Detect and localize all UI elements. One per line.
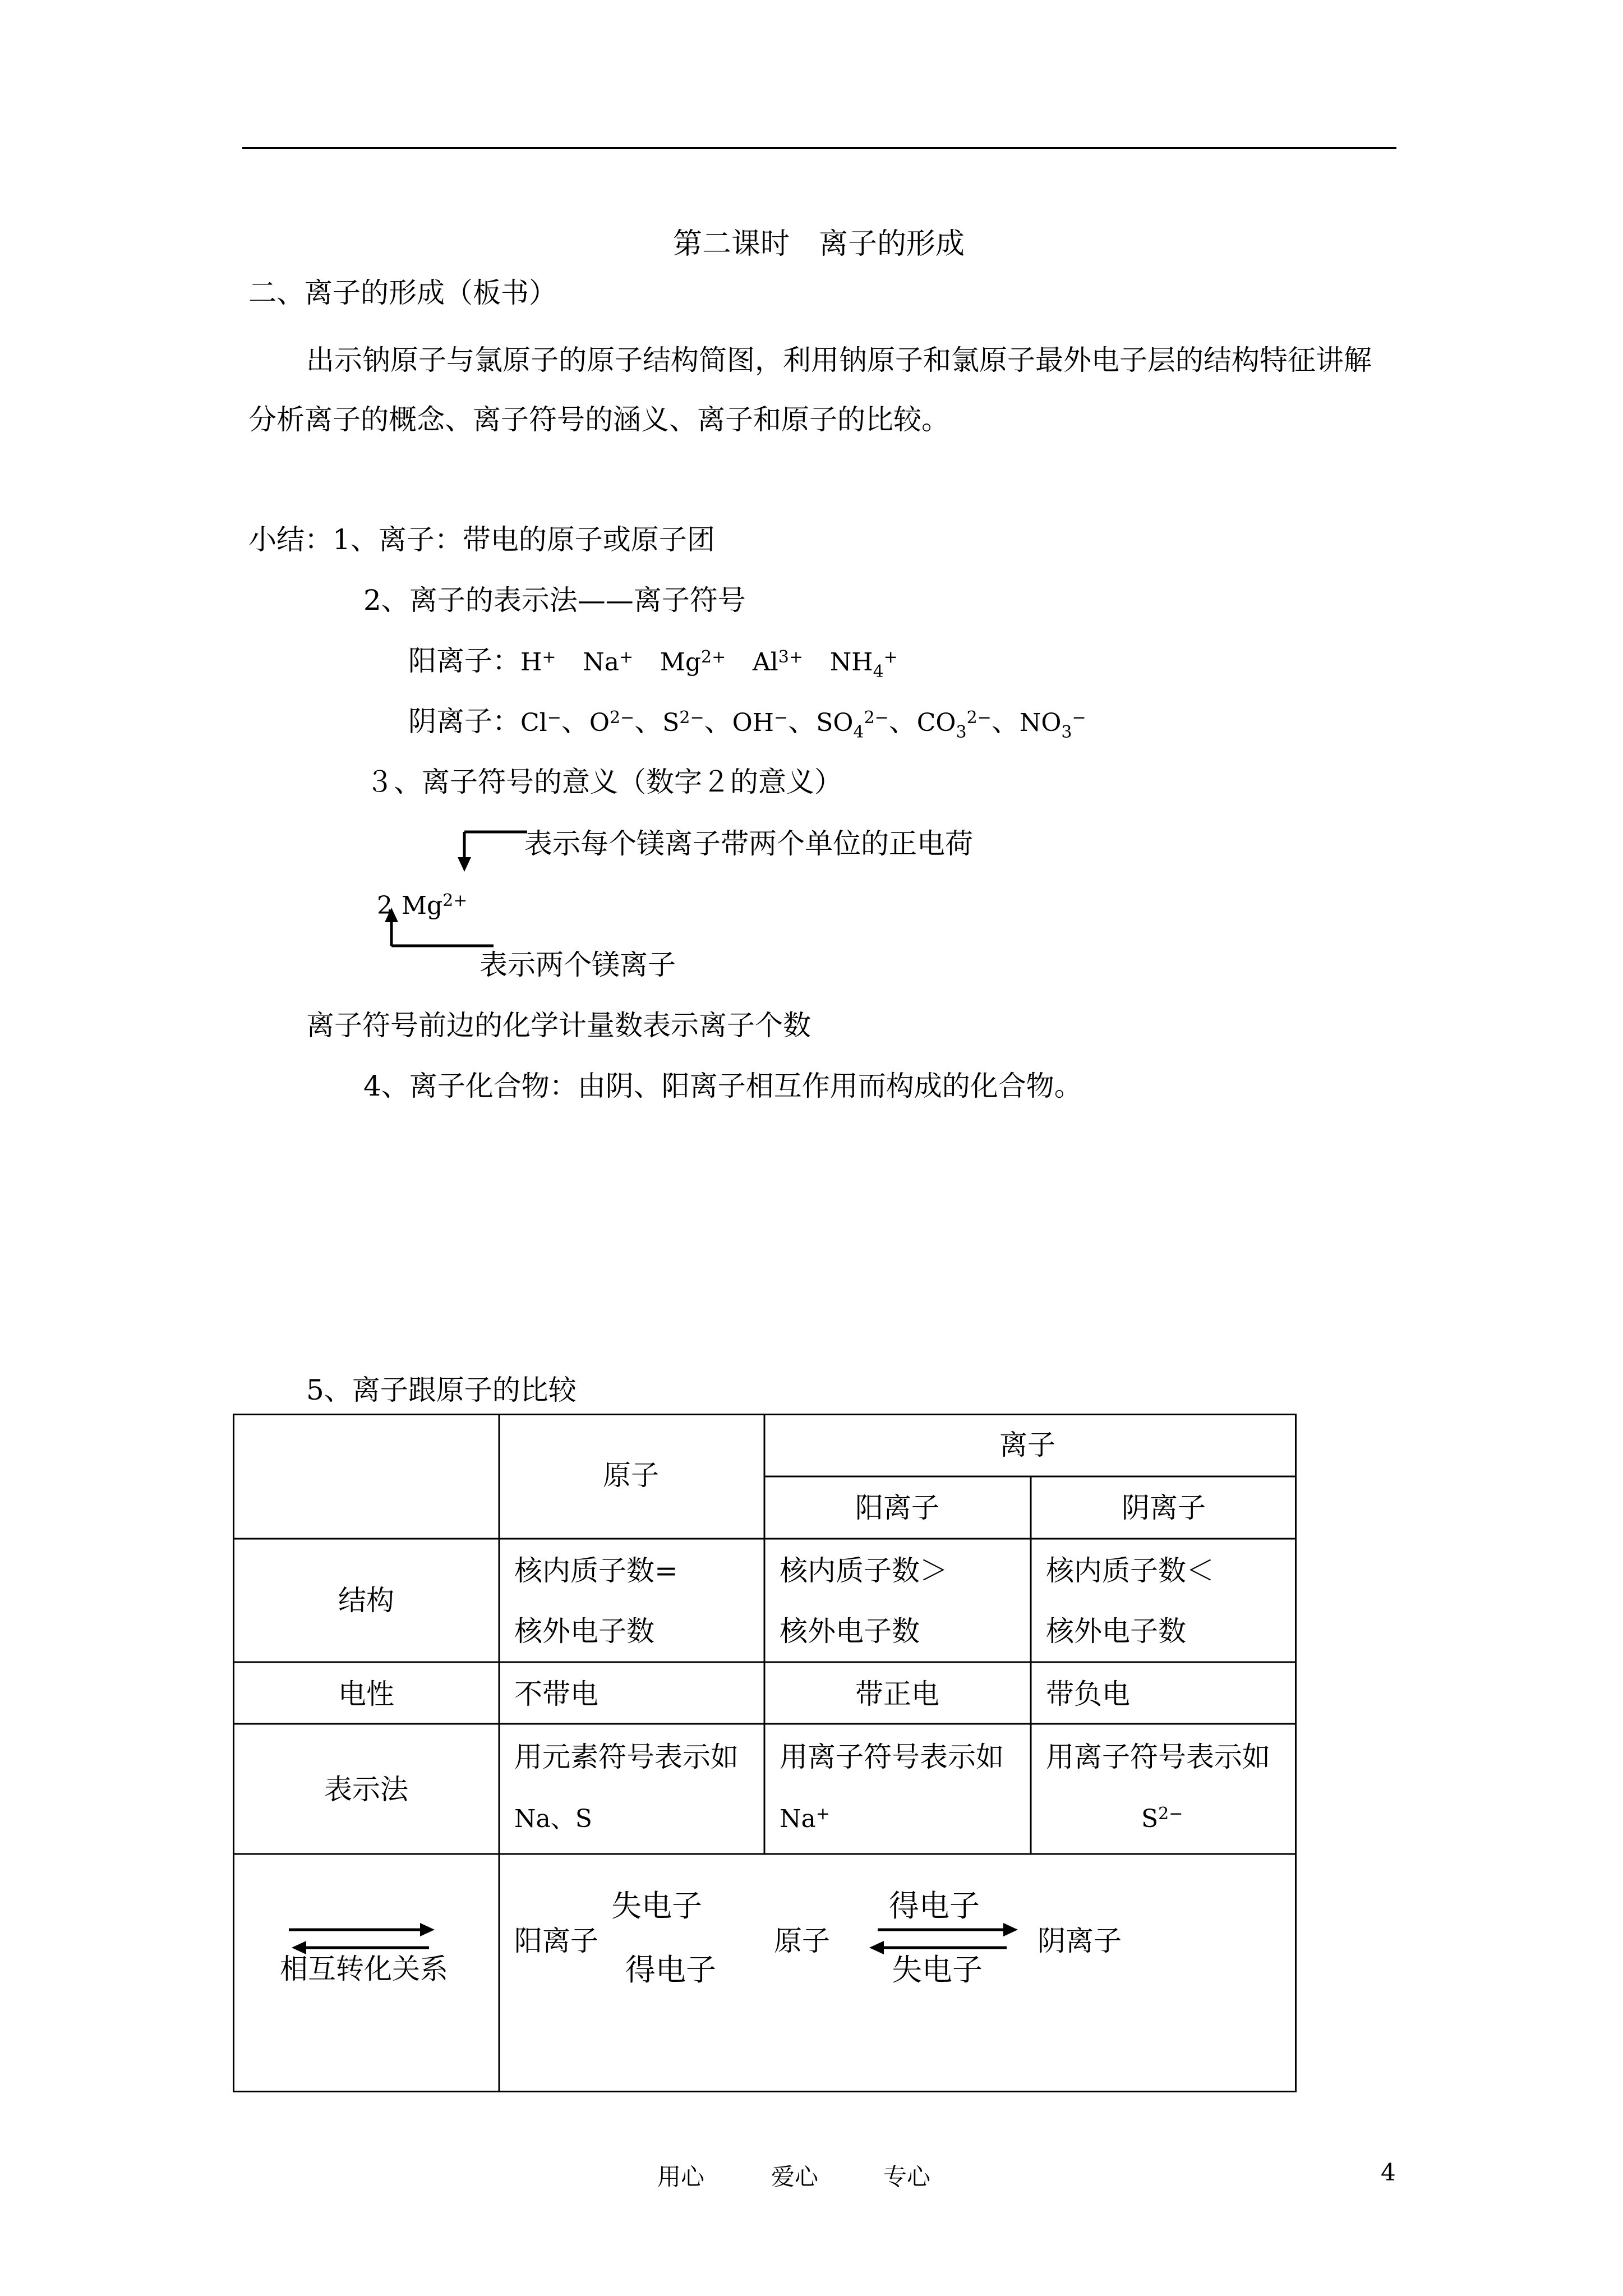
page-number: 4 xyxy=(1381,2159,1396,2186)
cation-label: 阳离子： xyxy=(408,645,520,677)
ion-h: H xyxy=(520,648,542,677)
cation-list: 阳离子：H+ Na+ $Mg^{2+}$ $Al^{3+}$ $NH_4^+$ xyxy=(408,645,898,682)
structure-anion-l1: 核内质子数＜ xyxy=(1046,1554,1214,1587)
ion-na: Na xyxy=(583,648,619,677)
ion-oh: OH xyxy=(732,708,774,737)
th-ion: 离子 xyxy=(999,1429,1055,1461)
ion-mg: Mg xyxy=(660,648,701,677)
charge-meaning-text: 表示每个镁离子带两个单位的正电荷 xyxy=(524,827,973,860)
mg-formula xyxy=(377,887,467,923)
charge-cation: 带正电 xyxy=(855,1678,939,1710)
summary-item-1: 小结：1、离子：带电的原子或原子团 xyxy=(248,523,715,556)
structure-atom-l2: 核外电子数 xyxy=(514,1615,654,1648)
conversion-gain-1: 得电子 xyxy=(625,1952,716,1987)
notation-atom-l2: Na、S xyxy=(514,1805,592,1833)
footer-text-2: 爱心 xyxy=(771,2163,819,2191)
charge-anion: 带负电 xyxy=(1046,1678,1130,1710)
ion-s: S xyxy=(662,708,680,737)
summary-item-5: 5、离子跟原子的比较 xyxy=(306,1374,577,1406)
ion-no3: NO xyxy=(1019,708,1062,737)
ion-al: Al xyxy=(752,648,778,677)
charge-atom: 不带电 xyxy=(514,1678,598,1710)
section-heading: 二、离子的形成（板书） xyxy=(248,277,557,309)
coefficient-note: 离子符号前边的化学计量数表示离子个数 xyxy=(306,1009,811,1042)
formula-coefficient: 2 xyxy=(377,891,393,920)
notation-cation-l1: 用离子符号表示如 xyxy=(780,1741,1004,1773)
anion-label: 阴离子： xyxy=(408,705,520,738)
structure-atom-l1: 核内质子数= xyxy=(514,1554,678,1587)
notation-anion-l2: $S^{2-}$ xyxy=(1141,1804,1183,1833)
conversion-lose-1: 失电子 xyxy=(611,1888,702,1924)
ion-nh4: NH xyxy=(829,648,873,677)
structure-anion-l2: 核外电子数 xyxy=(1046,1615,1186,1648)
th-anion: 阴离子 xyxy=(1122,1492,1206,1524)
intro-line-1: 出示钠原子与氯原子的原子结构简图，利用钠原子和氯原子最外电子层的结构特征讲解 xyxy=(306,344,1372,376)
th-cation: 阳离子 xyxy=(855,1492,939,1524)
formula-element: Mg xyxy=(401,891,443,920)
anion-list: 阴离子：Cl−、$O^{2-}$、$S^{2-}$、OH−、$SO_4^{2-}$、$CO_3^{2-}$、$NO_3^-$ xyxy=(408,705,1086,742)
ion-cl: Cl xyxy=(520,708,547,737)
summary-item-3: ３、离子符号的意义（数字２的意义） xyxy=(366,766,842,798)
row-conversion-label: 相互转化关系 xyxy=(280,1953,448,1985)
intro-line-2: 分析离子的概念、离子符号的涵义、离子和原子的比较。 xyxy=(248,403,949,436)
footer-text-1: 用心 xyxy=(657,2163,705,2191)
ion-co3: CO xyxy=(916,708,956,737)
notation-cation-l2: Na+ xyxy=(780,1804,830,1833)
row-structure-label: 结构 xyxy=(338,1584,394,1617)
structure-cation-l2: 核外电子数 xyxy=(780,1615,920,1648)
page-title: 第二课时 离子的形成 xyxy=(673,227,965,261)
header-rule xyxy=(242,147,1396,149)
conversion-cation: 阳离子 xyxy=(514,1925,598,1957)
conversion-anion: 阴离子 xyxy=(1038,1925,1122,1957)
summary-item-2: 2、离子的表示法——离子符号 xyxy=(363,584,746,616)
formula-charge: 2+ xyxy=(442,891,468,910)
conversion-gain-2: 得电子 xyxy=(889,1888,980,1924)
footer-text-3: 专心 xyxy=(883,2163,931,2191)
conversion-atom: 原子 xyxy=(774,1925,830,1957)
coefficient-meaning-text: 表示两个镁离子 xyxy=(479,949,676,981)
th-atom: 原子 xyxy=(603,1459,659,1492)
ion-o: O xyxy=(589,708,610,737)
row-notation-label: 表示法 xyxy=(324,1773,408,1806)
conversion-lose-2: 失电子 xyxy=(892,1952,983,1987)
comparison-table xyxy=(233,1414,1297,2092)
row-charge-label: 电性 xyxy=(338,1678,394,1710)
notation-atom-l1: 用元素符号表示如 xyxy=(514,1741,739,1773)
summary-item-4: 4、离子化合物：由阴、阳离子相互作用而构成的化合物。 xyxy=(363,1070,1082,1102)
ion-so4: SO xyxy=(816,708,854,737)
notation-anion-l1: 用离子符号表示如 xyxy=(1046,1741,1270,1773)
structure-cation-l1: 核内质子数＞ xyxy=(780,1554,948,1587)
